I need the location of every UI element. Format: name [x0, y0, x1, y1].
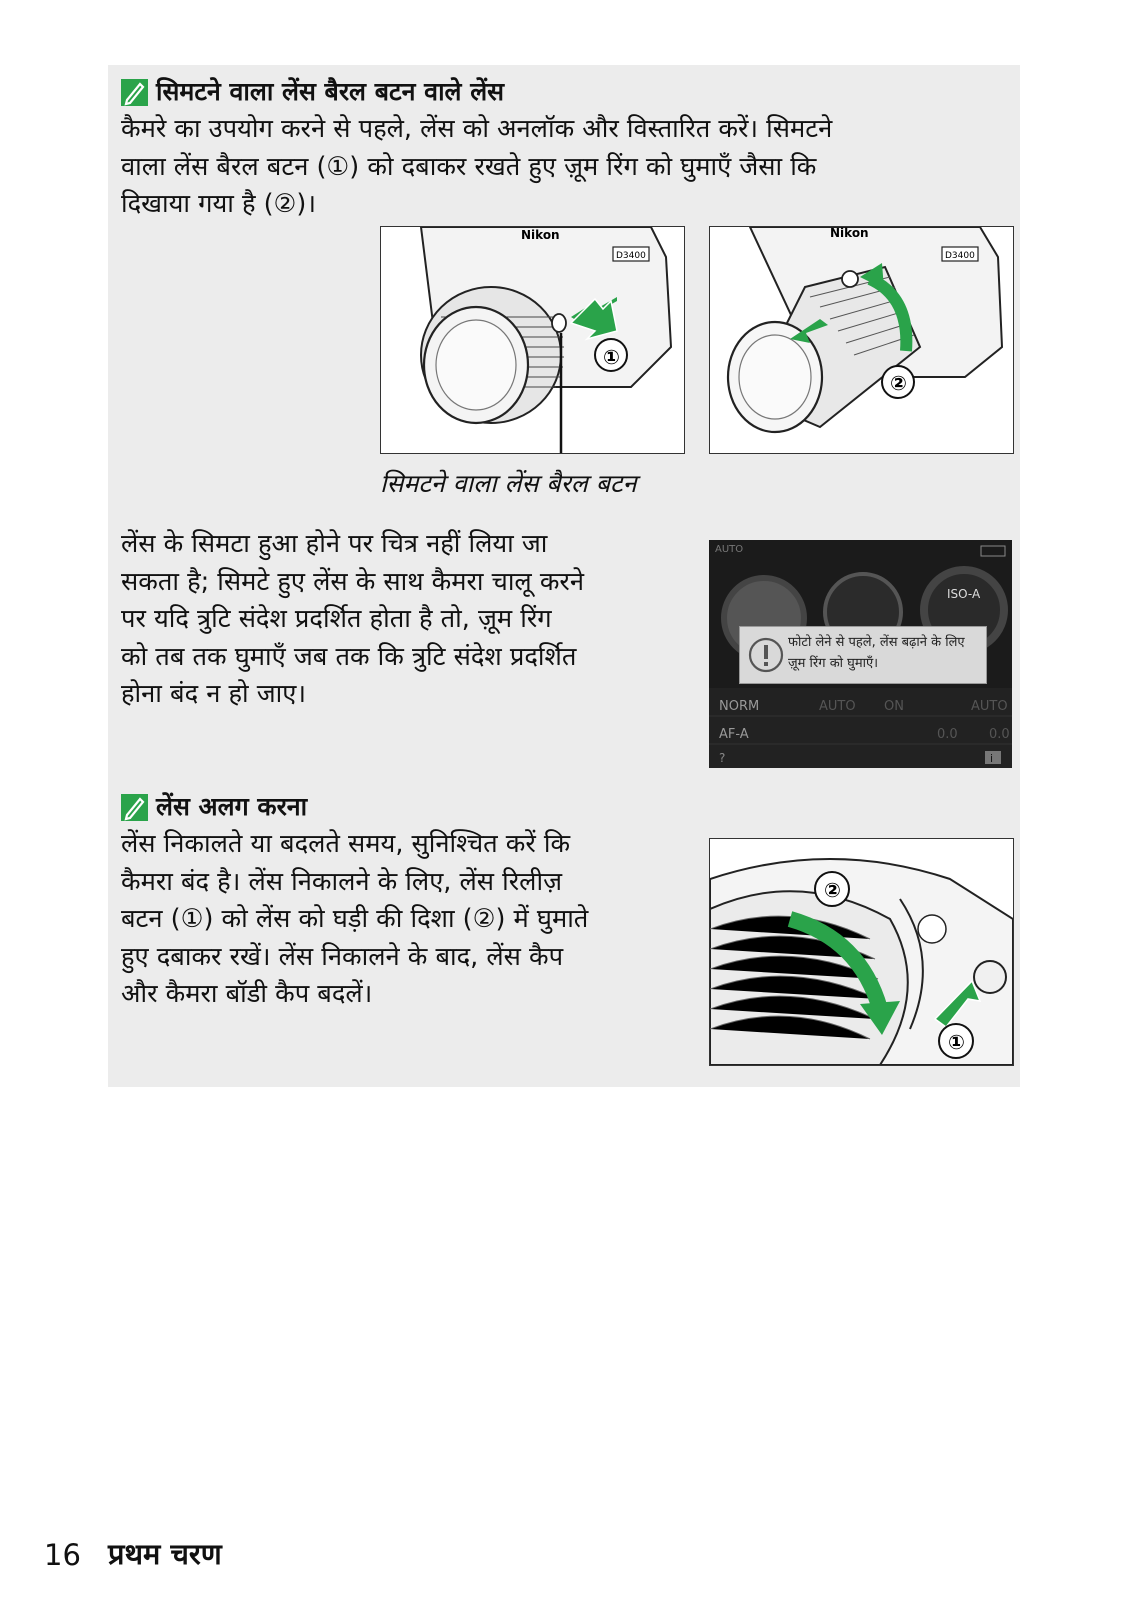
section2-paragraph [121, 526, 687, 714]
section2-line: को तब तक घुमाएँ जब तक कि त्रुटि संदेश प्रदर्शित [121, 641, 577, 672]
lcd-on: ON [884, 699, 904, 714]
lcd-afa: AF-A [719, 727, 749, 742]
pencil-note-icon [121, 79, 148, 106]
section1-line: दिखाया गया है (②)। [121, 189, 317, 219]
step-1-label: ① [603, 345, 620, 369]
section1-paragraph [121, 111, 987, 224]
section3-line: और कैमरा बॉडी कैप बदलें। [121, 979, 373, 1009]
section3-line: कैमरा बंद है। लेंस निकालने के लिए, लेंस रिलीज़ [121, 866, 562, 897]
figure-lens-unlock-button [380, 226, 685, 454]
lcd-auto-1: AUTO [819, 699, 856, 714]
lcd-auto-2: AUTO [971, 699, 1008, 714]
section3-paragraph [121, 826, 687, 1014]
section2-line: पर यदि त्रुटि संदेश प्रदर्शित होता है तो, ज़ूम रिंग [121, 604, 552, 634]
brand-label: Nikon [830, 227, 869, 240]
section1-title: सिमटने वाला लेंस बैरल बटन वाले लेंस [156, 77, 505, 106]
note-heading-retractable-lens [121, 77, 504, 107]
lcd-top-left-label: AUTO [715, 544, 744, 555]
lcd-norm: NORM [719, 699, 760, 714]
lcd-iso: ISO-A [947, 587, 981, 601]
figure-lens-release [709, 838, 1014, 1066]
pencil-note-icon [121, 794, 148, 821]
section1-line: कैमरे का उपयोग करने से पहले, लेंस को अनलॉक और विस्तारित करें। सिमटने [121, 114, 833, 144]
section2-line: सकता है; सिमटे हुए लेंस के साथ कैमरा चालू करने [121, 566, 584, 597]
step-2-label: ② [890, 371, 907, 395]
model-label: D3400 [616, 251, 646, 261]
section3-line: हुए दबाकर रखें। लेंस निकालने के बाद, लेंस कैप [121, 941, 564, 972]
lens-release-illustration [710, 839, 1013, 1065]
lcd-help: ? [719, 751, 726, 765]
step-1-label: ① [948, 1030, 965, 1054]
camera-lens-illustration-1 [381, 227, 684, 453]
lcd-val-1: 0.0 [937, 727, 958, 742]
section3-line: लेंस निकालते या बदलते समय, सुनिश्चित करें कि [121, 829, 571, 859]
section3-line: बटन (①) को लेंस को घड़ी की दिशा (②) में घुमाते [121, 904, 589, 934]
figure-rotate-zoom-ring [709, 226, 1014, 454]
lcd-message-line-2: ज़ूम रिंग को घुमाएँ। [788, 656, 879, 671]
page-number: 16 [44, 1538, 81, 1572]
section-footer-title: प्रथम चरण [108, 1537, 222, 1571]
camera-lcd-screen [709, 540, 1012, 768]
lcd-val-2: 0.0 [989, 727, 1010, 742]
model-label: D3400 [945, 251, 975, 261]
lcd-warning-message [739, 626, 987, 684]
section1-line: वाला लेंस बैरल बटन (①) को दबाकर रखते हुए ज़ूम रिंग को घुमाएँ जैसा कि [121, 151, 817, 182]
camera-lens-illustration-2 [710, 227, 1013, 453]
section2-line: लेंस के सिमटा हुआ होने पर चित्र नहीं लिया जा [121, 529, 548, 559]
step-2-label: ② [824, 878, 841, 902]
brand-label: Nikon [521, 228, 560, 242]
lcd-info: i [990, 752, 994, 765]
note-heading-detach-lens [121, 792, 307, 822]
lcd-message-line-1: फोटो लेने से पहले, लेंस बढ़ाने के लिए [788, 635, 965, 650]
warning-icon [746, 635, 786, 675]
section2-line: होना बंद न हो जाए। [121, 679, 307, 709]
section3-title: लेंस अलग करना [156, 792, 308, 821]
figure-caption: सिमटने वाला लेंस बैरल बटन [380, 469, 637, 498]
